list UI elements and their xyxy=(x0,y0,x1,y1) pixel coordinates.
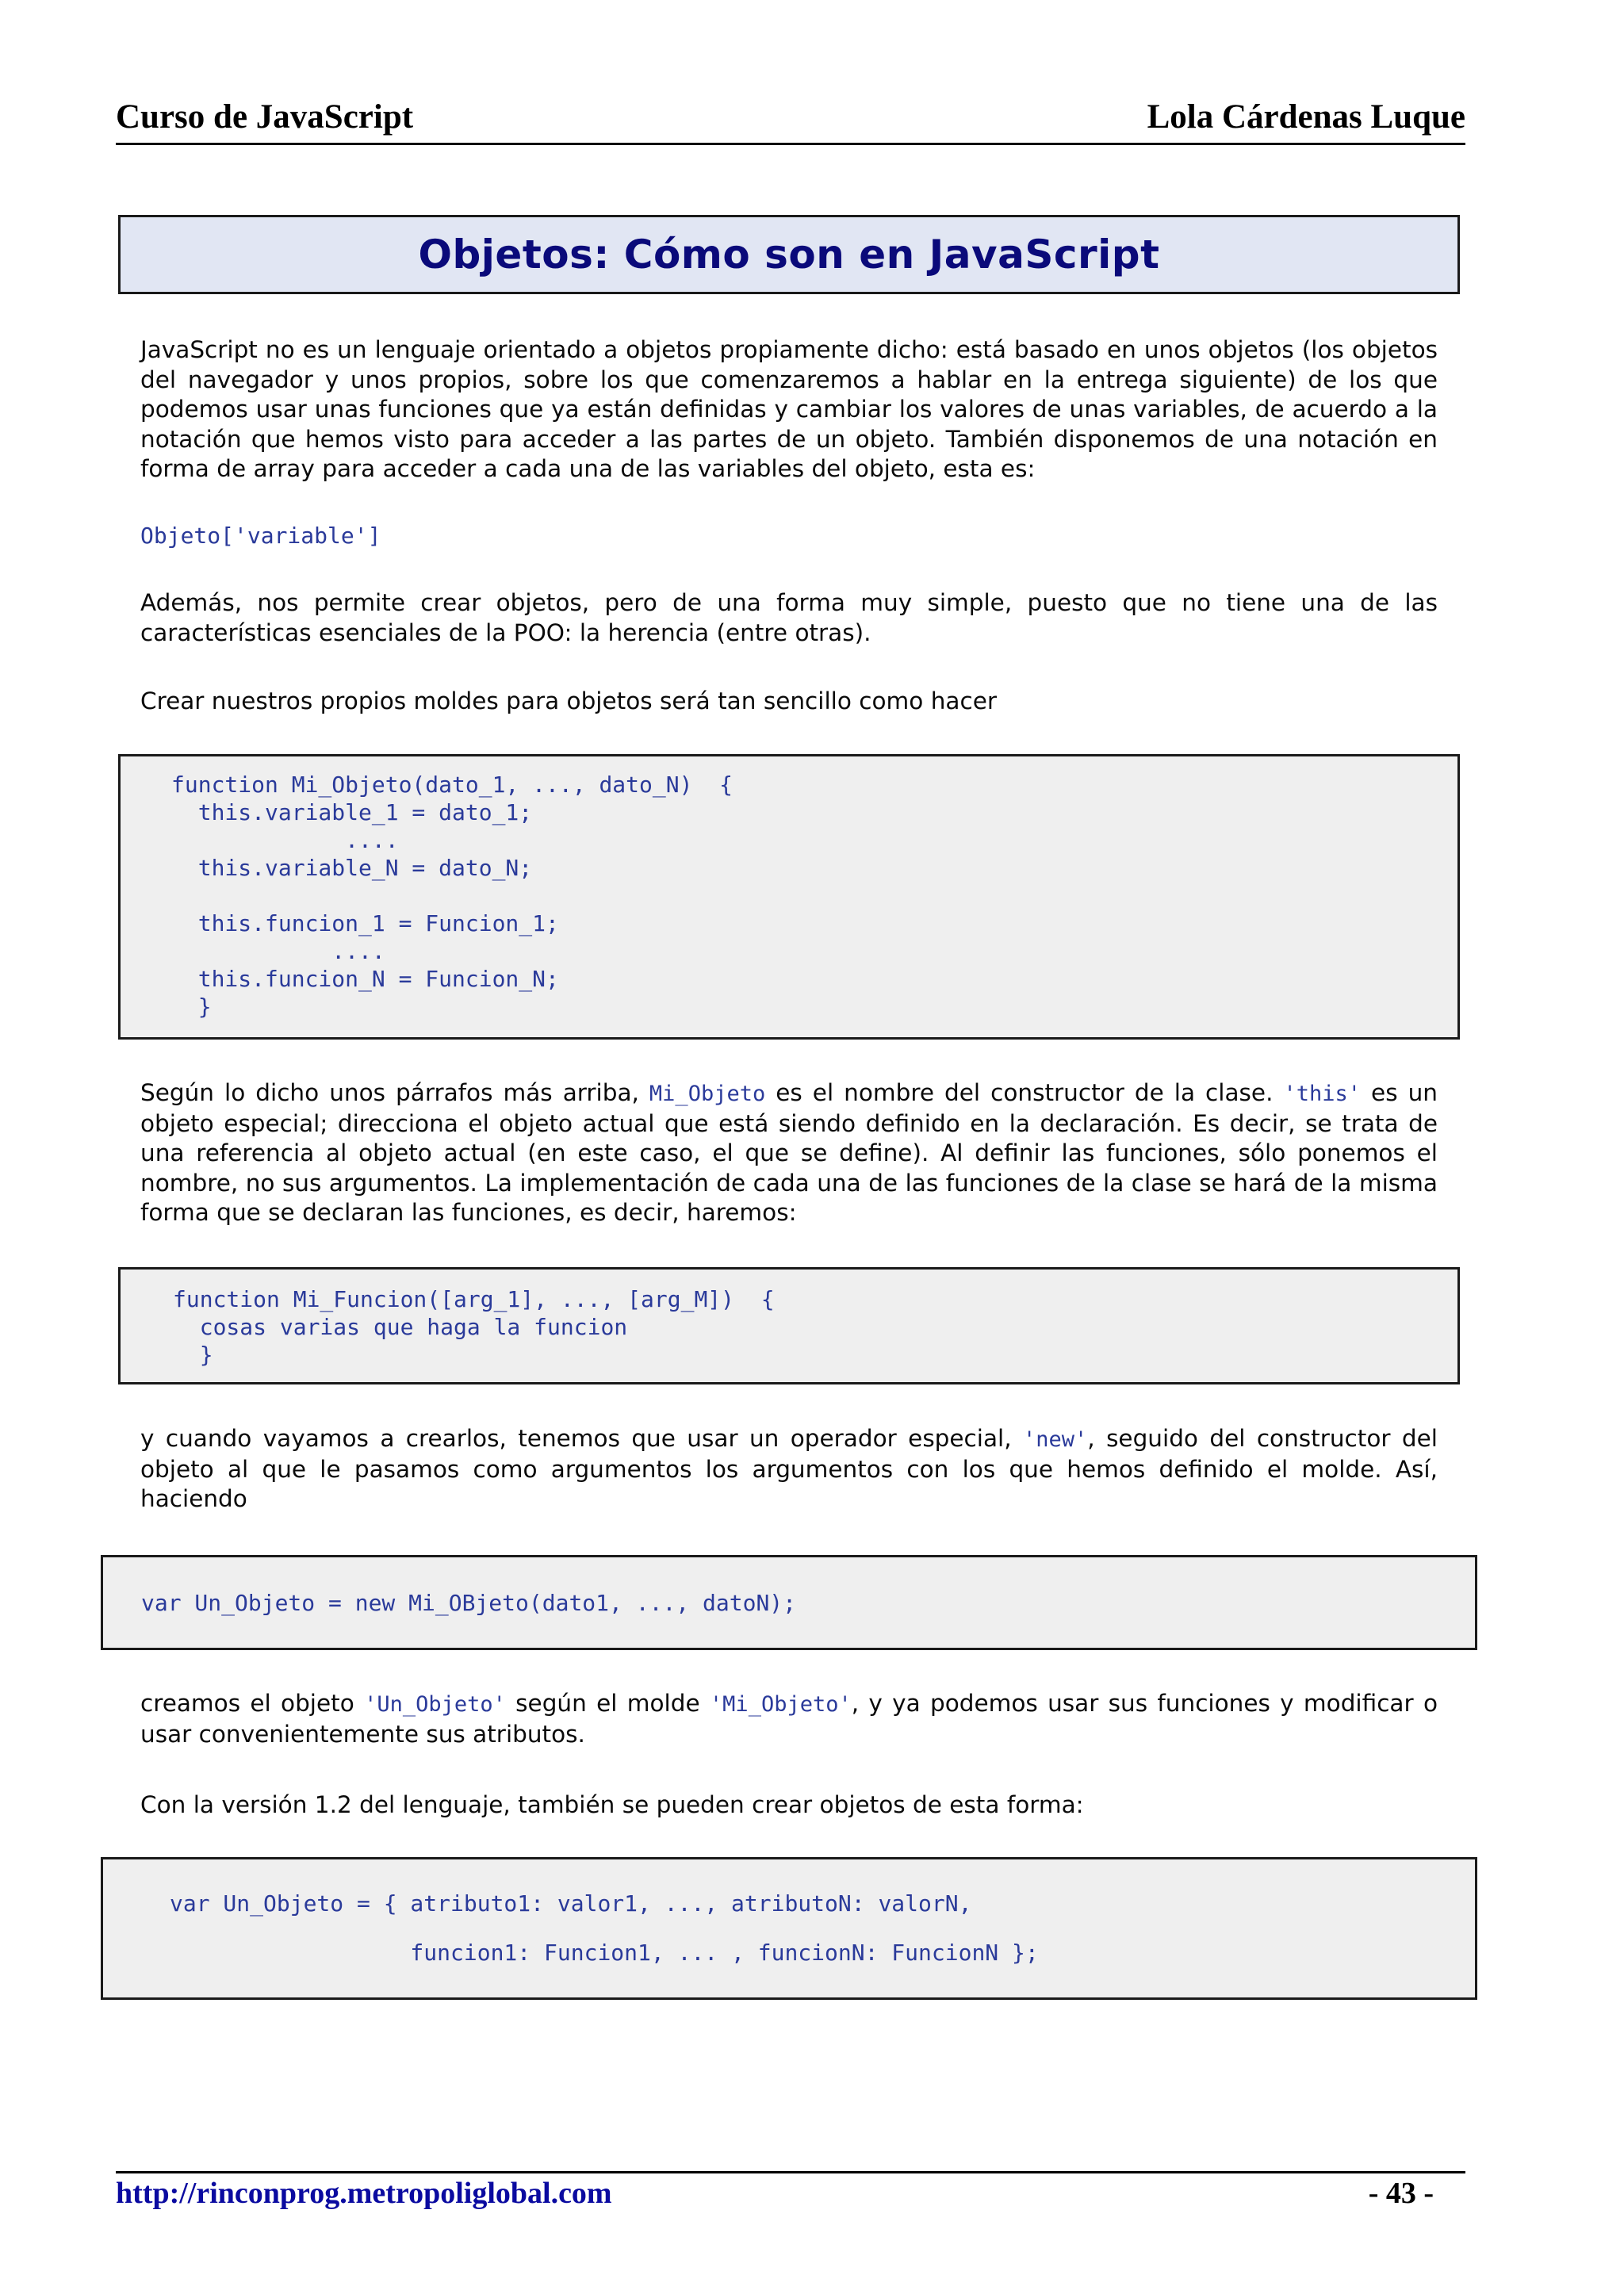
paragraph-new xyxy=(140,1424,1438,1515)
p4-text-3: es un objeto especial; direcciona el objeto actual que está siendo definido en la declaración. Es decir, se trata de una referencia al objeto actual (en este caso, el que se define). Al definir las funciones, sólo ponemos el nombre, no sus argumentos. La implementación de cada una de las funciones de la clase se hará de la misma forma que se declaran las funciones, es decir, haremos: xyxy=(140,1079,1438,1226)
code-function: function Mi_Funcion([arg_1], ..., [arg_M]) { cosas varias que haga la funcion } xyxy=(173,1286,775,1368)
section-title-box xyxy=(118,215,1460,294)
paragraph-poo: Además, nos permite crear objetos, pero de una forma muy simple, puesto que no tiene una de las características esenciales de la POO: la herencia (entre otras). xyxy=(140,589,1438,646)
code-array-notation: Objeto['variable'] xyxy=(140,523,381,549)
code-block-literal xyxy=(101,1857,1477,2000)
code-block-function xyxy=(118,1267,1460,1384)
p6-code-unobjeto: 'Un_Objeto' xyxy=(364,1692,506,1717)
footer-url-link[interactable]: http://rinconprog.metropoliglobal.com xyxy=(116,2177,612,2210)
p6-text-3: , y ya podemos usar sus funciones y modificar o usar convenientemente sus atributos. xyxy=(140,1690,1438,1748)
p6-text-2: según el molde xyxy=(505,1690,710,1717)
section-title: Objetos: Cómo son en JavaScript xyxy=(418,232,1160,278)
page-number: - 43 - xyxy=(1368,2177,1434,2210)
paragraph-intro: JavaScript no es un lenguaje orientado a objetos propiamente dicho: está basado en unos objetos (los objetos del navegador y unos propios, sobre los que comenzaremos a hablar en la entrega siguiente) de los que podemos usar unas funciones que ya están definidas y cambiar los valores de unas variables, de acuerdo a la notación que hemos visto para acceder a las partes de un objeto. También disponemos de una notación en forma de array para acceder a cada una de las variables del objeto, esta es: xyxy=(140,336,1438,482)
header-course-title: Curso de JavaScript xyxy=(116,98,414,136)
paragraph-constructor xyxy=(140,1078,1438,1228)
code-constructor: function Mi_Objeto(dato_1, ..., dato_N) { this.variable_1 = dato_1; .... this.variable_N = dato_N; this.funcion_1 = Funcion_1; .... this.funcion_N = Funcion_N; } xyxy=(171,772,733,1020)
p4-text-2: es el nombre del constructor de la clase. xyxy=(765,1079,1284,1106)
p5-code-new: 'new' xyxy=(1023,1427,1088,1452)
paragraph-creamos xyxy=(140,1689,1438,1749)
p4-code-this: 'this' xyxy=(1283,1082,1362,1106)
header-rule xyxy=(116,143,1465,145)
header-author: Lola Cárdenas Luque xyxy=(1147,98,1465,136)
p6-code-miobjeto: 'Mi_Objeto' xyxy=(709,1692,852,1717)
paragraph-moldes: Crear nuestros propios moldes para objetos será tan sencillo como hacer xyxy=(140,687,997,714)
p4-code-miobjeto: Mi_Objeto xyxy=(649,1082,766,1106)
paragraph-version: Con la versión 1.2 del lenguaje, también se pueden crear objetos de esta forma: xyxy=(140,1791,1084,1818)
code-literal: var Un_Objeto = { atributo1: valor1, ..., atributoN: valorN, funcion1: Funcion1, ... , funcionN: FuncionN }; xyxy=(170,1890,1039,1966)
p4-text-1: Según lo dicho unos párrafos más arriba, xyxy=(140,1079,649,1106)
code-block-new xyxy=(101,1555,1477,1650)
footer-rule xyxy=(116,2171,1465,2173)
code-new: var Un_Objeto = new Mi_OBjeto(dato1, ..., datoN); xyxy=(141,1590,797,1616)
p5-text-1: y cuando vayamos a crearlos, tenemos que usar un operador especial, xyxy=(140,1425,1024,1452)
code-block-constructor xyxy=(118,754,1460,1040)
p6-text-1: creamos el objeto xyxy=(140,1690,365,1717)
p5-text-2: , seguido del constructor del objeto al que le pasamos como argumentos los argumentos con los que hemos definido el molde. Así, haciendo xyxy=(140,1425,1438,1512)
